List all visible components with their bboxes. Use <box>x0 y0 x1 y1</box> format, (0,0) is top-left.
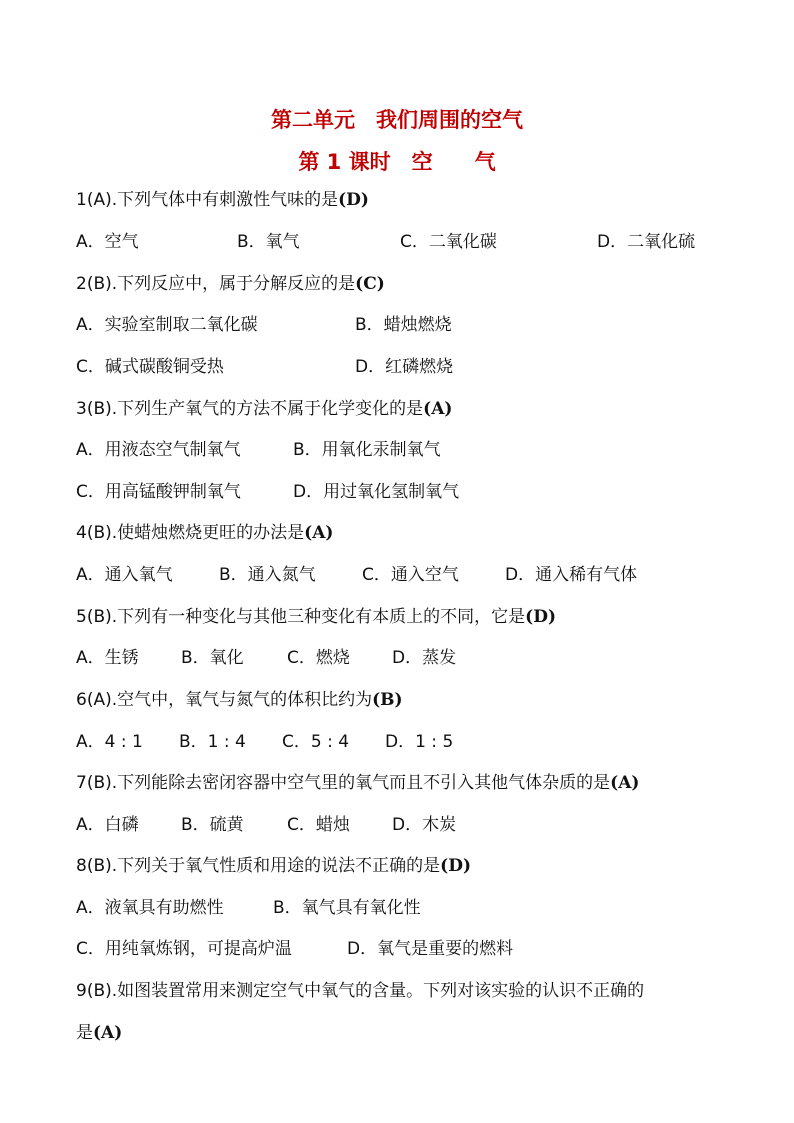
option-b: B．蜡烛燃烧 <box>355 315 452 335</box>
option-a: A．用液态空气制氧气 <box>76 440 241 460</box>
option-b: B．氧气具有氧化性 <box>273 898 421 918</box>
option-a: A．白磷 <box>76 815 139 835</box>
question-9 <box>76 979 644 1003</box>
question-answer: (A) <box>610 773 640 793</box>
lesson-title: 第 1 课时 空 气 <box>298 150 496 174</box>
option-c: C．蜡烛 <box>287 815 350 835</box>
question-answer: (D) <box>440 856 471 876</box>
question-8 <box>76 854 471 878</box>
option-a: A．通入氧气 <box>76 565 173 585</box>
question-answer: (A) <box>304 523 334 543</box>
option-c: C．用高锰酸钾制氧气 <box>76 482 241 502</box>
question-6 <box>76 688 403 712</box>
option-a: A．实验室制取二氧化碳 <box>76 315 258 335</box>
question-2 <box>76 272 385 296</box>
question-answer: (B) <box>372 690 403 710</box>
option-d: D．用过氧化氢制氧气 <box>293 482 460 502</box>
question-7 <box>76 771 639 795</box>
option-d: D．红磷燃烧 <box>355 357 454 377</box>
question-3 <box>76 397 452 421</box>
option-d: D．木炭 <box>392 815 457 835</box>
question-stem: 1(A).下列气体中有刺激性气味的是 <box>76 190 339 210</box>
question-answer: (A) <box>93 1023 123 1043</box>
option-a: A．空气 <box>76 232 139 252</box>
option-a: A．生锈 <box>76 648 139 668</box>
question-answer: (D) <box>338 190 369 210</box>
option-c: C．碱式碳酸铜受热 <box>76 357 224 377</box>
question-1 <box>76 188 369 212</box>
option-c: C．5 : 4 <box>282 732 350 752</box>
question-answer: (A) <box>423 399 453 419</box>
option-c: C．二氧化碳 <box>400 232 497 252</box>
question-stem: 8(B).下列关于氧气性质和用途的说法不正确的是 <box>76 856 441 876</box>
question-stem: 7(B).下列能除去密闭容器中空气里的氧气而且不引入其他气体杂质的是 <box>76 773 611 793</box>
question-stem: 5(B).下列有一种变化与其他三种变化有本质上的不同，它是 <box>76 607 526 627</box>
option-d: D．氧气是重要的燃料 <box>347 939 514 959</box>
option-d: D．蒸发 <box>392 648 457 668</box>
option-c: C．燃烧 <box>287 648 350 668</box>
option-d: D．通入稀有气体 <box>505 565 638 585</box>
question-9-continued <box>76 1021 122 1045</box>
option-c: C．通入空气 <box>362 565 459 585</box>
option-c: C．用纯氧炼钢，可提高炉温 <box>76 939 292 959</box>
option-b: B．用氧化汞制氧气 <box>293 440 441 460</box>
option-b: B．1 : 4 <box>179 732 246 752</box>
question-stem: 9(B).如图装置常用来测定空气中氧气的含量。下列对该实验的认识不正确的 <box>76 981 645 1001</box>
option-b: B．氧化 <box>181 648 244 668</box>
unit-title: 第二单元 我们周围的空气 <box>271 108 523 132</box>
option-a: A．4 : 1 <box>76 732 143 752</box>
option-b: B．氧气 <box>237 232 300 252</box>
question-answer: (D) <box>525 607 556 627</box>
question-stem: 6(A).空气中，氧气与氮气的体积比约为 <box>76 690 373 710</box>
question-stem: 4(B).使蜡烛燃烧更旺的办法是 <box>76 523 305 543</box>
option-b: B．通入氮气 <box>219 565 316 585</box>
question-stem-continued: 是 <box>76 1023 93 1043</box>
question-stem: 3(B).下列生产氧气的方法不属于化学变化的是 <box>76 399 424 419</box>
question-stem: 2(B).下列反应中，属于分解反应的是 <box>76 274 356 294</box>
option-d: D．二氧化硫 <box>597 232 696 252</box>
question-4 <box>76 521 333 545</box>
option-d: D．1 : 5 <box>385 732 454 752</box>
option-b: B．硫黄 <box>181 815 244 835</box>
question-answer: (C) <box>355 274 385 294</box>
option-a: A．液氧具有助燃性 <box>76 898 224 918</box>
question-5 <box>76 605 556 629</box>
